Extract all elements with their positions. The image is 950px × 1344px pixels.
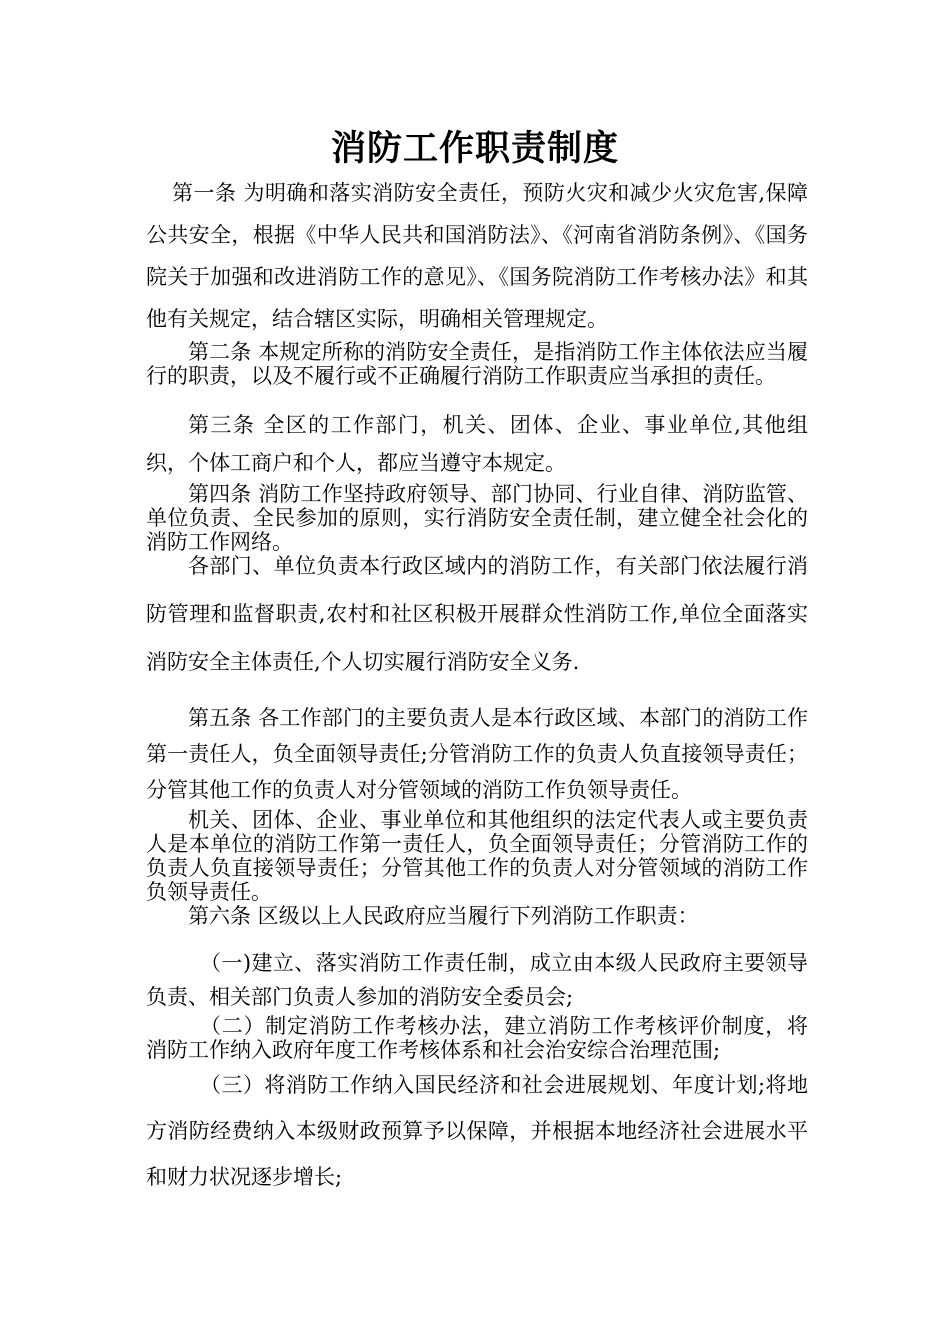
article-6: 第六条 区级以上人民政府应当履行下列消防工作职责： — [188, 904, 699, 928]
article-6-item-2: （二）制定消防工作考核办法，建立消防工作考核评价制度，将消防工作纳入政府年度工作考核体系和社会治安综合治理范围; — [146, 1014, 808, 1062]
article-1: 第一条 为明确和落实消防安全责任，预防火灾和减少火灾危害,保障公共安全，根据《中华人民共和国消防法》、《河南省消防条例》、《国务院关于加强和改进消防工作的意见》、《国务院消防工作考核办法》和其他有关规定，结合辖区实际，明确相关管理规定。 — [146, 181, 808, 331]
article-5: 第五条 各工作部门的主要负责人是本行政区域、本部门的消防工作第一责任人，负全面领导责任;分管消防工作的负责人负直接领导责任；分管其他工作的负责人对分管领域的消防工作负领导责任。 — [146, 706, 808, 802]
article-6-item-3: （三）将消防工作纳入国民经济和社会进展规划、年度计划;将地方消防经费纳入本级财政预算予以保障，并根据本地经济社会进展水平和财力状况逐步增长; — [146, 1073, 808, 1189]
document-title: 消防工作职责制度 — [330, 128, 619, 169]
article-2: 第二条 本规定所称的消防安全责任，是指消防工作主体依法应当履行的职责，以及不履行或不正确履行消防工作职责应当承担的责任。 — [146, 340, 808, 388]
article-4: 第四条 消防工作坚持政府领导、部门协同、行业自律、消防监管、单位负责、全民参加的原则，实行消防安全责任制，建立健全社会化的消防工作网络。 — [146, 482, 808, 554]
article-5-paragraph-2: 机关、团体、企业、事业单位和其他组织的法定代表人或主要负责人是本单位的消防工作第一责任人，负全面领导责任；分管消防工作的负责人负直接领导责任；分管其他工作的负责人对分管领域的消防工作负领导责任。 — [146, 808, 808, 904]
article-4-paragraph-2: 各部门、单位负责本行政区域内的消防工作，有关部门依法履行消防管理和监督职责,农村和社区积极开展群众性消防工作,单位全面落实消防安全主体责任,个人切实履行消防安全义务. — [146, 554, 808, 674]
document-body — [146, 172, 808, 1200]
article-6-item-1: （一)建立、落实消防工作责任制，成立由本级人民政府主要领导负责、相关部门负责人参加的消防安全委员会; — [146, 951, 808, 1009]
article-3: 第三条 全区的工作部门，机关、团体、企业、事业单位,其他组织，个体工商户和个人，都应当遵守本规定。 — [146, 413, 808, 475]
